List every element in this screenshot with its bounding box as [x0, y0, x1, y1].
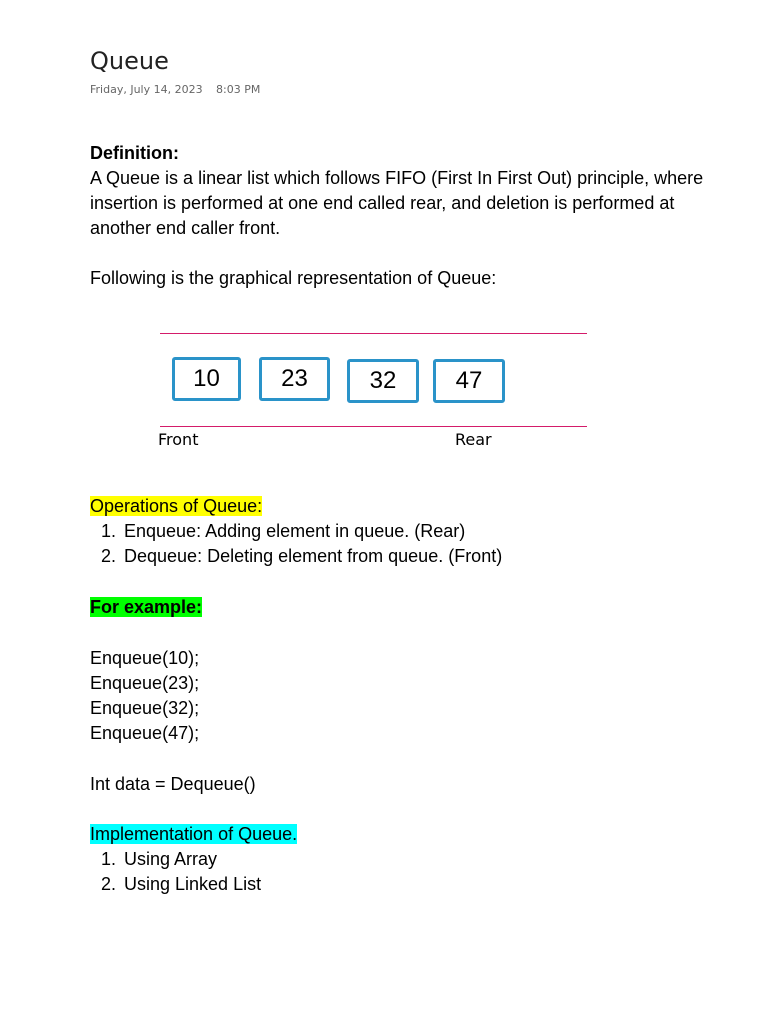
rear-label: Rear [455, 430, 492, 449]
definition-heading: Definition: [90, 143, 179, 163]
operations-heading [90, 494, 262, 519]
operations-heading-text: Operations of Queue: [90, 496, 263, 516]
list-item-text: Using Linked List [124, 874, 262, 894]
dequeue-line: Int data = Dequeue() [90, 774, 256, 794]
list-item-text: Enqueue: Adding element in queue. (Rear) [124, 521, 466, 541]
list-item [90, 519, 465, 544]
queue-box: 23 [259, 357, 330, 401]
definition-line: insertion is performed at one end called rear, and deletion is performed at [90, 193, 675, 213]
definition-paragraph [90, 166, 730, 241]
queue-box: 32 [347, 359, 419, 403]
graph-intro-text: Following is the graphical representation of Queue: [90, 268, 497, 288]
page-time: 8:03 PM [216, 83, 261, 96]
code-line: Enqueue(10); [90, 648, 200, 668]
example-heading [90, 595, 202, 620]
page-title: Queue [90, 47, 169, 75]
front-label: Front [158, 430, 199, 449]
implementation-heading-text: Implementation of Queue. [90, 824, 298, 844]
code-line: Enqueue(23); [90, 673, 200, 693]
list-item-text: Using Array [124, 849, 218, 869]
list-item [90, 847, 217, 872]
list-item [90, 544, 502, 569]
queue-bottom-rule [160, 426, 587, 427]
code-line: Enqueue(32); [90, 698, 200, 718]
queue-box: 10 [172, 357, 241, 401]
queue-top-rule [160, 333, 587, 334]
list-number: 2. [100, 874, 116, 894]
definition-line: A Queue is a linear list which follows FIFO (First In First Out) principle, where [90, 168, 704, 188]
page-date: Friday, July 14, 2023 [90, 83, 203, 96]
example-heading-text: For example: [90, 597, 203, 617]
implementation-heading [90, 822, 297, 847]
code-line: Enqueue(47); [90, 723, 200, 743]
list-number: 1. [100, 521, 116, 541]
definition-line: another end caller front. [90, 218, 281, 238]
list-item-text: Dequeue: Deleting element from queue. (Front) [124, 546, 503, 566]
list-number: 2. [100, 546, 116, 566]
queue-box: 47 [433, 359, 505, 403]
list-number: 1. [100, 849, 116, 869]
list-item [90, 872, 261, 897]
